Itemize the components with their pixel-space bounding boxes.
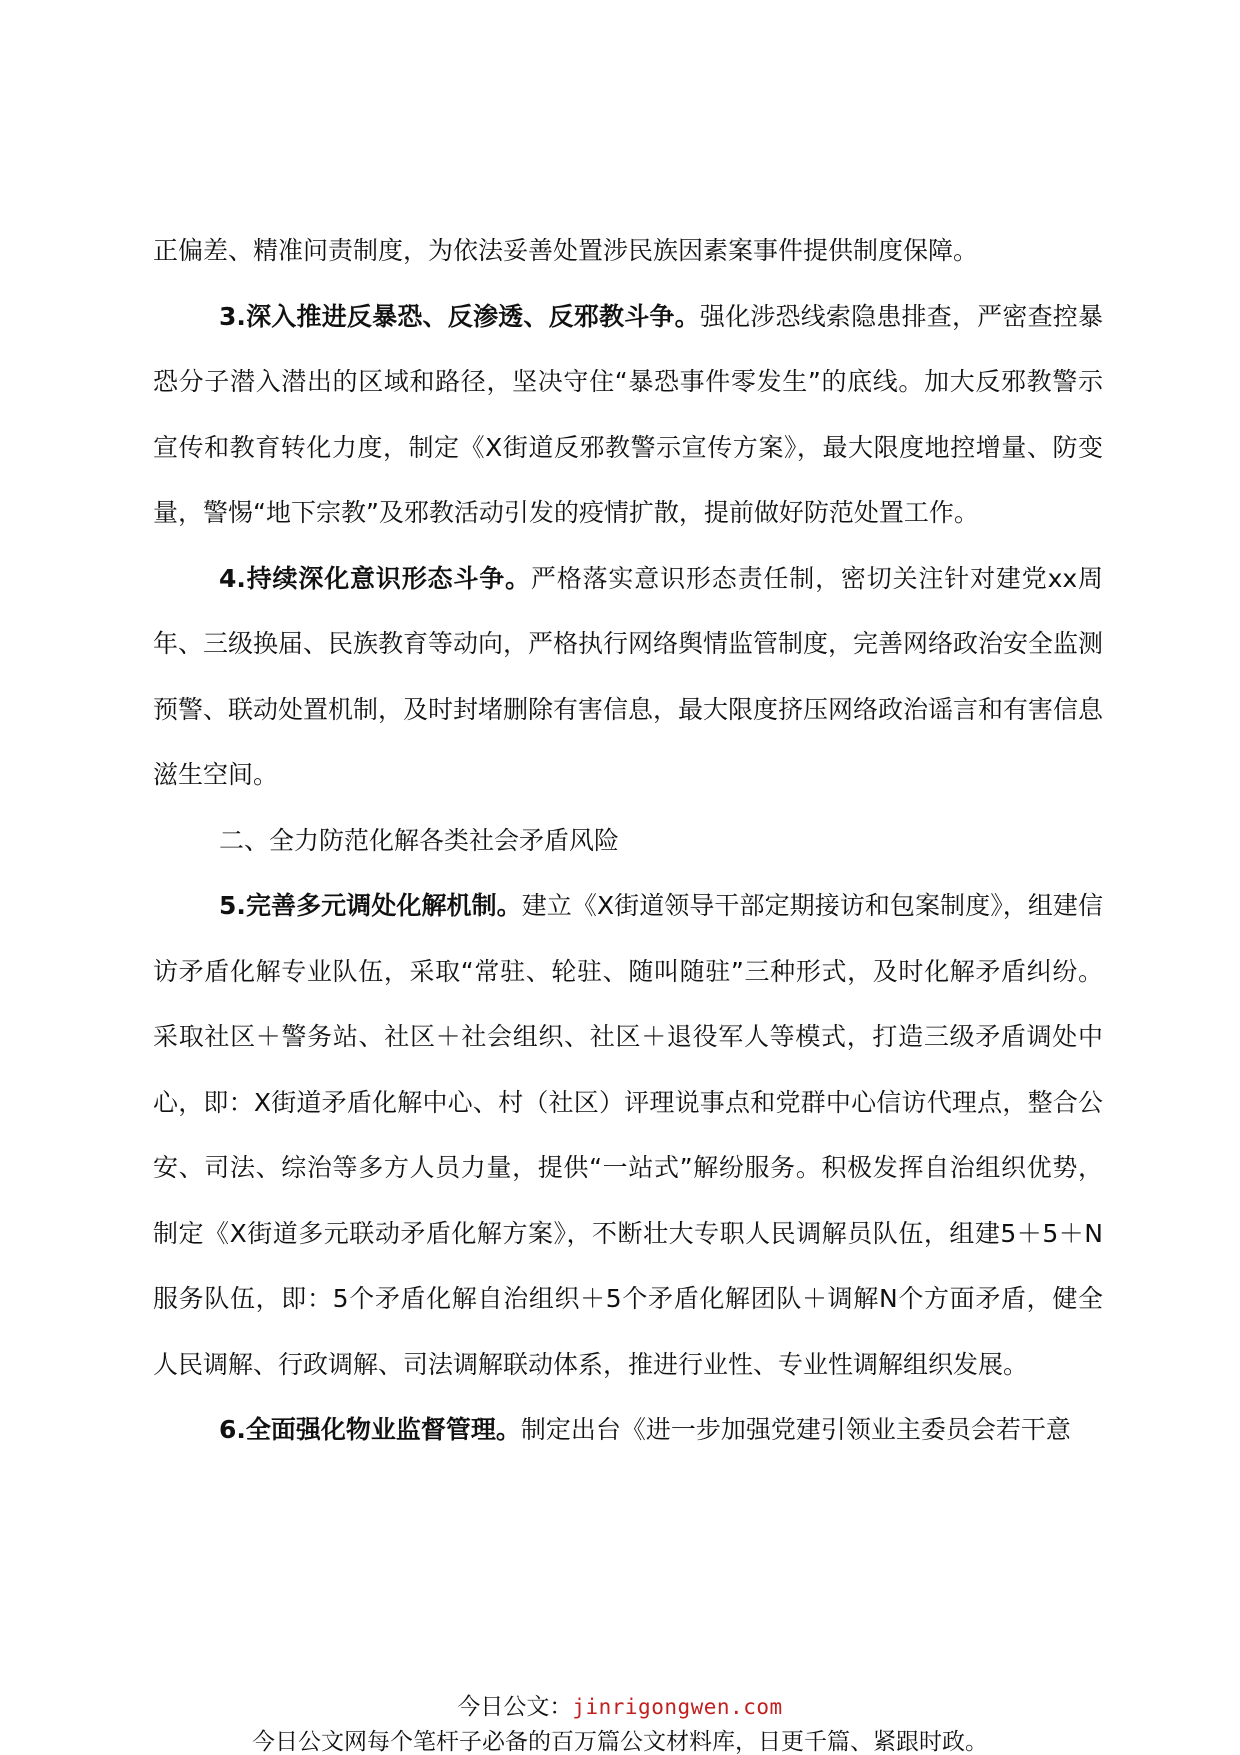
- paragraph-item-5: [153, 873, 1103, 1397]
- paragraph-text: 正偏差、精准问责制度，为依法妥善处置涉民族因素案事件提供制度保障。: [153, 236, 979, 265]
- paragraph-text: 严格落实意识形态责任制，密切关注针对建党xx周年、三级换届、民族教育等动向，严格执行网络舆情监管制度，完善网络政治安全监测预警、联动处置机制，及时封堵删除有害信息，最大限度挤压网络政治谣言和有害信息滋生空间。: [153, 563, 1104, 789]
- paragraph-text: 强化涉恐线索隐患排查，严密查控暴恐分子潜入潜出的区域和路径，坚决守住“暴恐事件零发生”的底线。加大反邪教警示宣传和教育转化力度，制定《X街道反邪教警示宣传方案》，最大限度地控增量、防变量，警惕“地下宗教”及邪教活动引发的疫情扩散，提前做好防范处置工作。: [153, 301, 1103, 527]
- footer-site-label: 今日公文：: [457, 1694, 573, 1720]
- paragraph-text: 建立《X街道领导干部定期接访和包案制度》，组建信访矛盾化解专业队伍，采取“常驻、轮驻、随叫随驻”三种形式，及时化解矛盾纠纷。采取社区＋警务站、社区＋社会组织、社区＋退役军人等模式，打造三级矛盾调处中心，即：X街道矛盾化解中心、村（社区）评理说事点和党群中心信访代理点，整合公安、司法、综治等多方人员力量，提供“一站式”解纷服务。积极发挥自治组织优势，制定《X街道多元联动矛盾化解方案》，不断壮大专职人民调解员队伍，组建5＋5＋N服务队伍，即：5个矛盾化解自治组织＋5个矛盾化解团队＋调解N个方面矛盾，健全人民调解、行政调解、司法调解联动体系，推进行业性、专业性调解组织发展。: [153, 891, 1103, 1379]
- footer-site-link[interactable]: jinrigongwen.com: [572, 1695, 783, 1719]
- document-body: [153, 218, 1103, 1463]
- section-heading-text: 二、全力防范化解各类社会矛盾风险: [219, 825, 620, 855]
- paragraph-heading: 6.全面强化物业监督管理。: [219, 1415, 521, 1444]
- paragraph-continuation: [153, 218, 1103, 284]
- footer-site: [0, 1692, 1240, 1722]
- paragraph-item-3: [153, 284, 1103, 546]
- paragraph-item-6: [153, 1397, 1103, 1463]
- paragraph-heading: 4.持续深化意识形态斗争。: [219, 563, 531, 593]
- paragraph-heading: 3.深入推进反暴恐、反渗透、反邪教斗争。: [219, 301, 700, 331]
- section-heading: [153, 808, 1103, 874]
- paragraph-item-4: [153, 546, 1103, 808]
- paragraph-text: 制定出台《进一步加强党建引领业主委员会若干意: [520, 1415, 1071, 1444]
- footer-slogan: 今日公文网每个笔杆子必备的百万篇公文材料库，日更千篇、紧跟时政。: [252, 1729, 988, 1755]
- paragraph-heading: 5.完善多元调处化解机制。: [219, 891, 522, 920]
